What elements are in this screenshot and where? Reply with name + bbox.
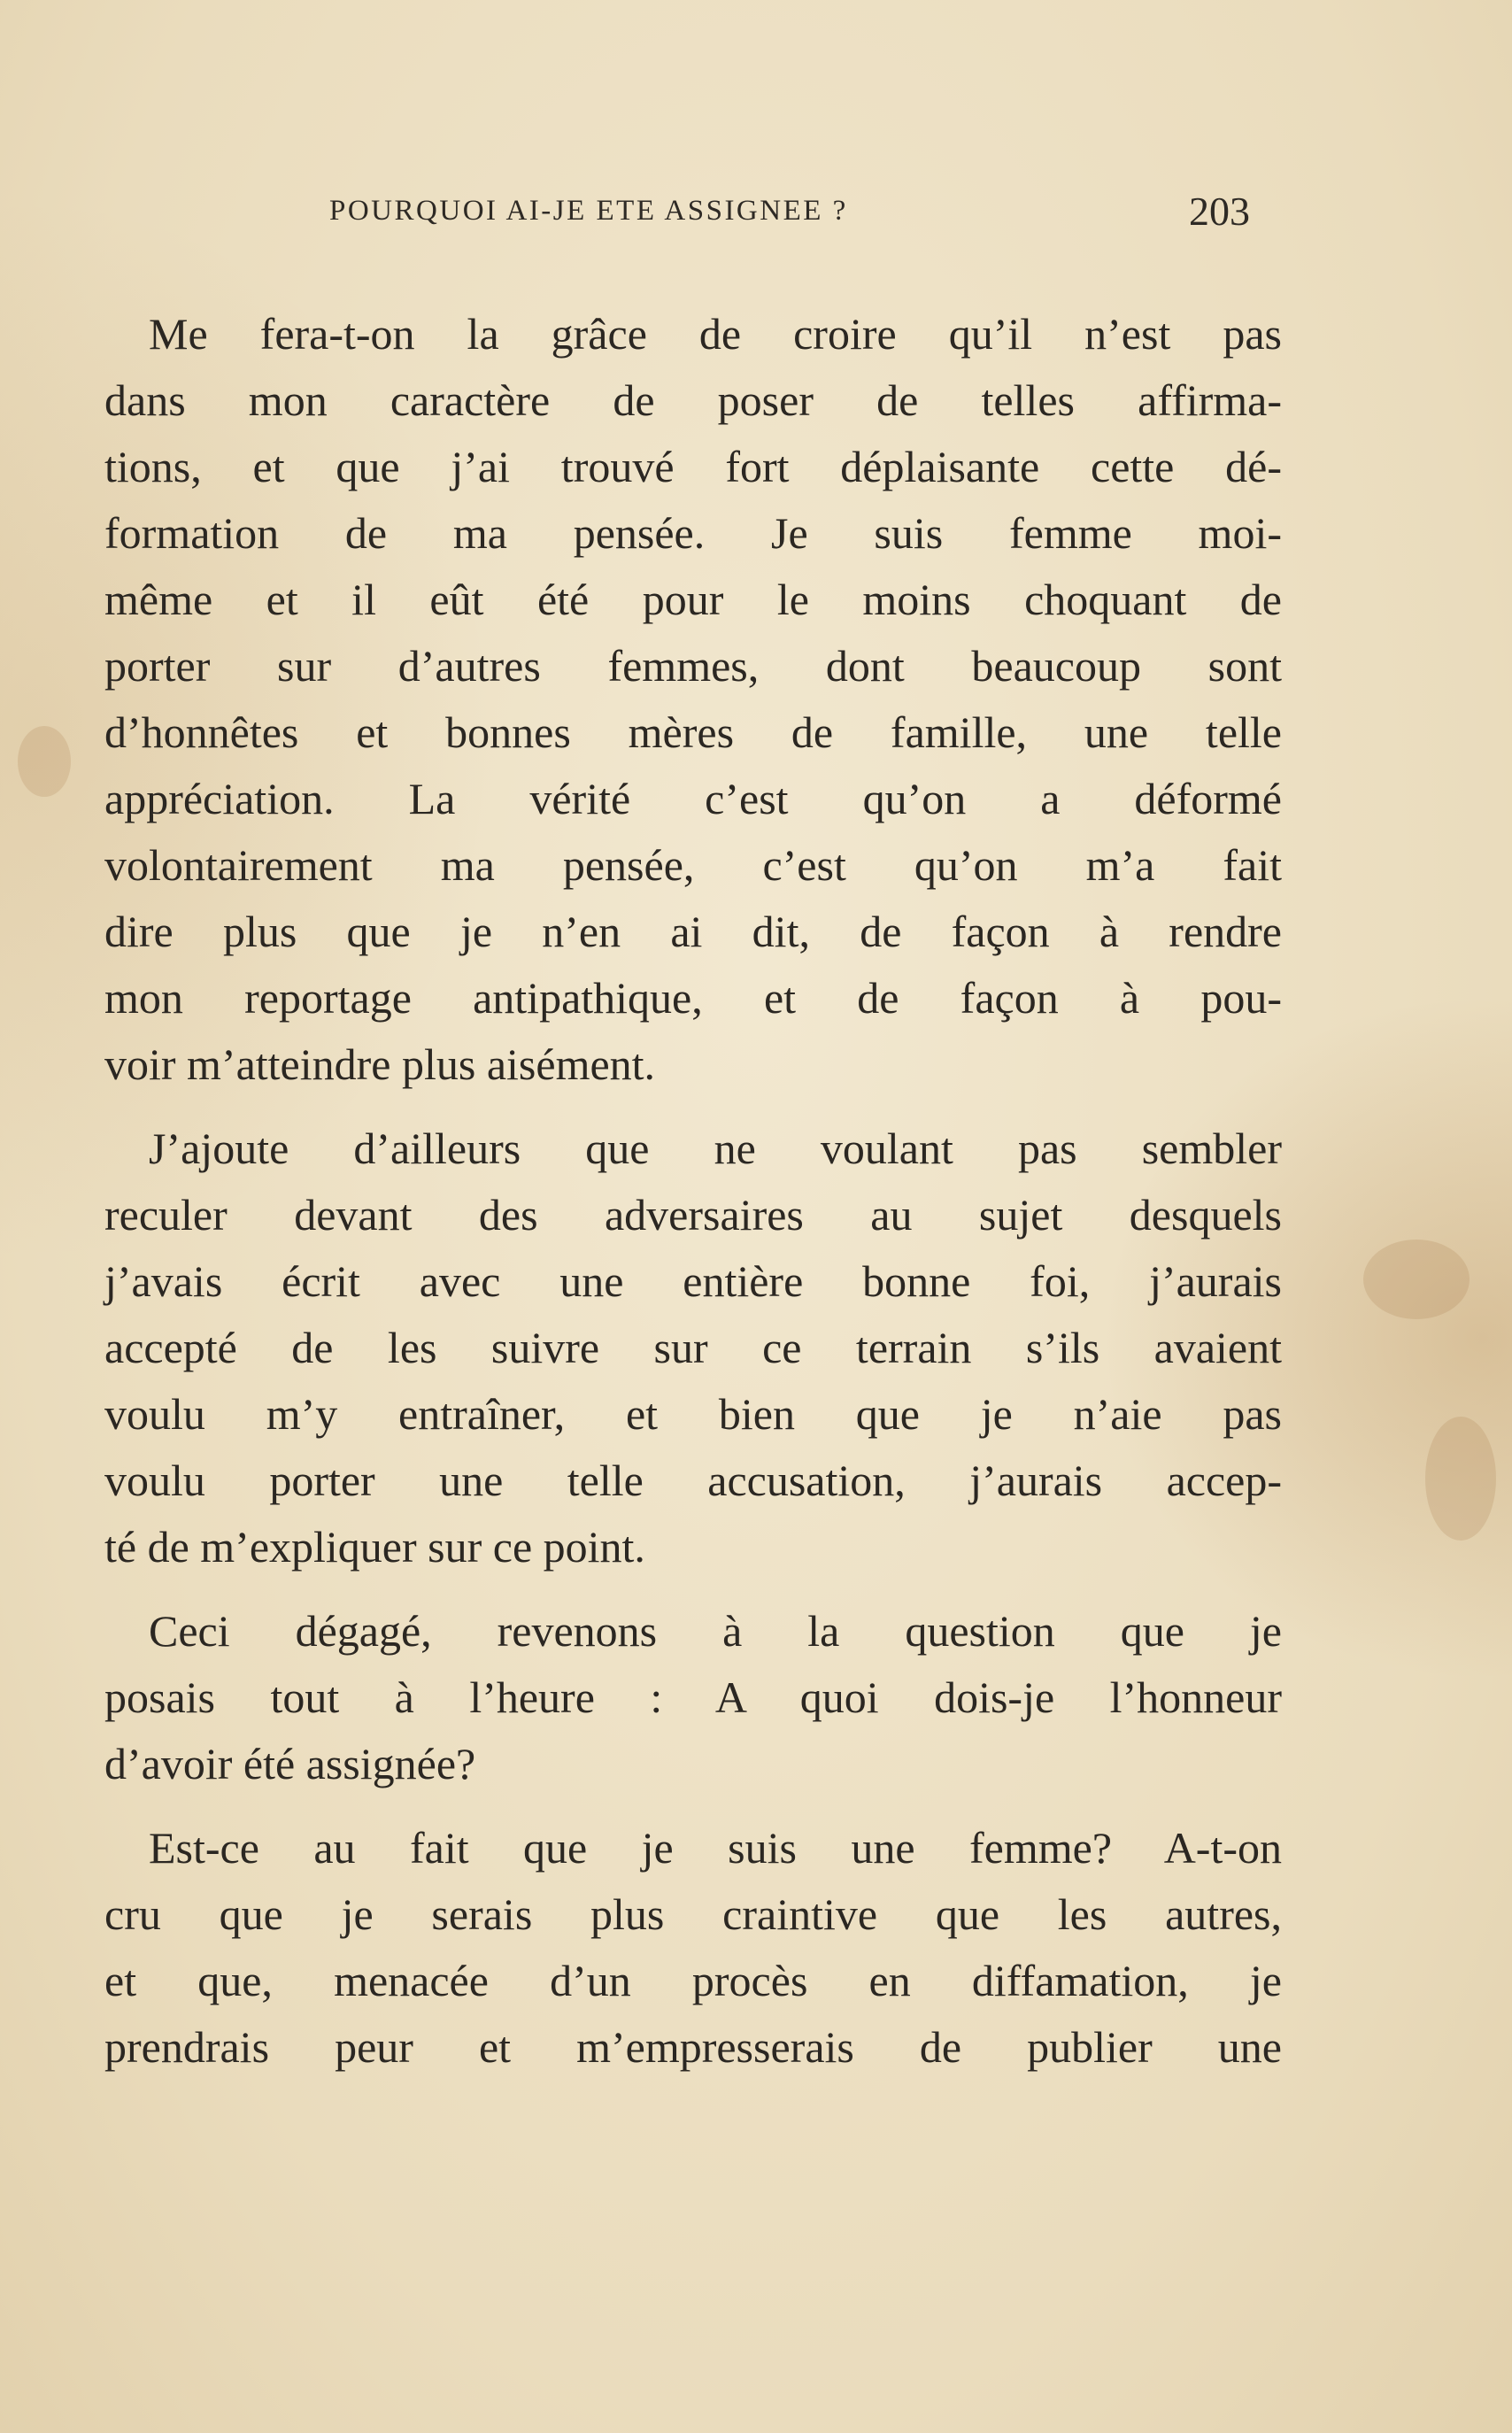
- paragraph: [104, 1598, 1282, 1797]
- text-line: Ceci dégagé, revenons à la question que je: [149, 1606, 1282, 1656]
- text-line: appréciation. La vérité c’est qu’on a déformé: [104, 774, 1282, 823]
- text-line: porter sur d’autres femmes, dont beaucoup sont: [104, 641, 1282, 691]
- text-line: dire plus que je n’en ai dit, de façon à rendre: [104, 907, 1282, 956]
- text-line: accepté de les suivre sur ce terrain s’ils avaient: [104, 1323, 1282, 1372]
- paragraph-gap: [104, 1098, 1282, 1116]
- text-line: voir m’atteindre plus aisément.: [104, 1039, 656, 1089]
- text-line: volontairement ma pensée, c’est qu’on m’a fait: [104, 840, 1282, 890]
- text-line: reculer devant des adversaires au sujet desquels: [104, 1190, 1282, 1240]
- text-line: même et il eût été pour le moins choquant de: [104, 575, 1282, 624]
- paragraph-gap: [104, 1580, 1282, 1598]
- text-line: d’avoir été assignée?: [104, 1739, 476, 1788]
- paper-stain: [18, 726, 71, 797]
- text-line: voulu porter une telle accusation, j’aurais accep-: [104, 1456, 1282, 1505]
- text-line: d’honnêtes et bonnes mères de famille, une telle: [104, 707, 1282, 757]
- text-line: J’ajoute d’ailleurs que ne voulant pas sembler: [149, 1124, 1282, 1173]
- text-line: mon reportage antipathique, et de façon à pou-: [104, 973, 1282, 1023]
- text-line: Me fera-t-on la grâce de croire qu’il n’est pas: [149, 309, 1282, 359]
- text-line: tions, et que j’ai trouvé fort déplaisante cette dé-: [104, 442, 1282, 491]
- body-text: [104, 301, 1282, 2081]
- text-line: formation de ma pensée. Je suis femme moi-: [104, 508, 1282, 558]
- running-head: [329, 188, 1250, 232]
- text-line: posais tout à l’heure : A quoi dois-je l’honneur: [104, 1672, 1282, 1722]
- text-line: et que, menacée d’un procès en diffamation, je: [104, 1956, 1282, 2005]
- text-line: prendrais peur et m’empresserais de publier une: [104, 2022, 1282, 2072]
- text-line: té de m’expliquer sur ce point.: [104, 1522, 645, 1572]
- paragraph-gap: [104, 1797, 1282, 1815]
- running-title: POURQUOI AI-JE ETE ASSIGNEE ?: [329, 195, 848, 227]
- text-line: dans mon caractère de poser de telles affirma-: [104, 375, 1282, 425]
- page-number: 203: [1189, 189, 1250, 234]
- text-line: j’avais écrit avec une entière bonne foi, j’aurais: [104, 1256, 1282, 1306]
- text-line: Est-ce au fait que je suis une femme? A-t-on: [149, 1823, 1282, 1873]
- text-line: cru que je serais plus craintive que les autres,: [104, 1889, 1282, 1939]
- text-line: voulu m’y entraîner, et bien que je n’aie pas: [104, 1389, 1282, 1439]
- paragraph: [104, 1815, 1282, 2081]
- paper-stain: [1425, 1417, 1496, 1541]
- paragraph: [104, 1116, 1282, 1580]
- paper-stain: [1363, 1240, 1470, 1319]
- paragraph: [104, 301, 1282, 1098]
